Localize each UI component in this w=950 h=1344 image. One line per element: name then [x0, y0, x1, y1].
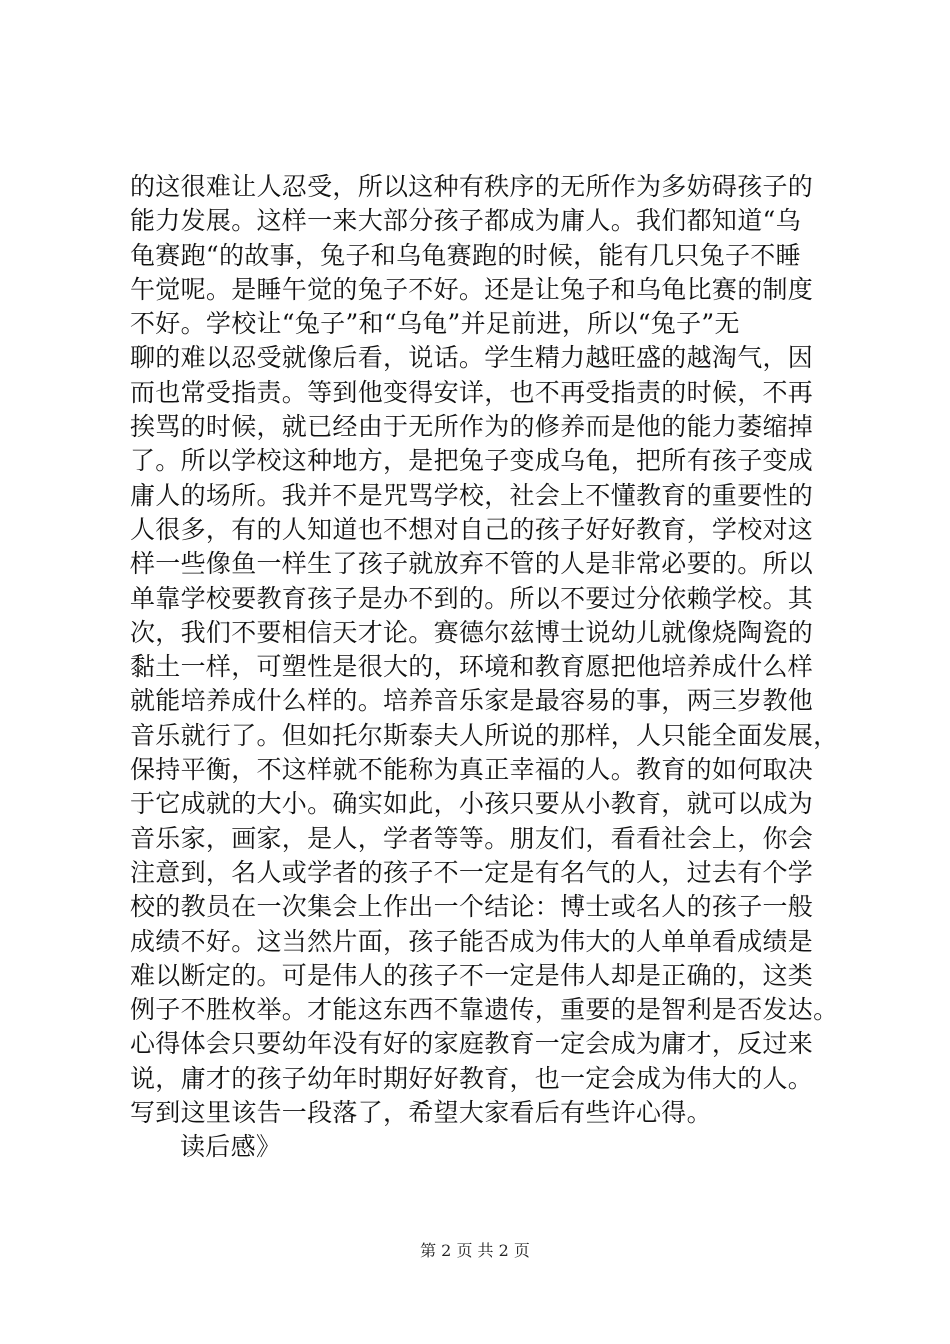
page-footer: [0, 1240, 950, 1262]
text-line: 而也常受指责。等到他变得安详，也不再受指责的时候，不再: [130, 377, 814, 407]
text-line: 人很多，有的人知道也不想对自己的孩子好好教育，学校对这: [130, 514, 814, 544]
text-line: 聊的难以忍受就像后看，说话。学生精力越旺盛的越淘气，因: [130, 343, 814, 373]
text-line: 说，庸才的孩子幼年时期好好教育，也一定会成为伟大的人。: [130, 1063, 814, 1093]
text-line: 能力发展。这样一来大部分孩子都成为庸人。我们都知道“乌: [130, 206, 801, 236]
text-line: 于它成就的大小。确实如此，小孩只要从小教育，就可以成为: [130, 789, 814, 819]
closing-line: 读后感》: [180, 1132, 282, 1162]
text-line: 黏土一样，可塑性是很大的，环境和教育愿把他培养成什么样: [130, 652, 814, 682]
text-line: 保持平衡，不这样就不能称为真正幸福的人。教育的如何取决: [130, 755, 814, 785]
text-line: 写到这里该告一段落了，希望大家看后有些许心得。: [130, 1098, 712, 1128]
text-line: 校的教员在一次集会上作出一个结论：博士或名人的孩子一般: [130, 892, 814, 922]
text-line: 午觉呢。是睡午觉的兔子不好。还是让兔子和乌龟比赛的制度: [130, 274, 814, 304]
text-line: 的这很难让人忍受，所以这种有秩序的无所作为多妨碍孩子的: [130, 172, 814, 201]
text-line: 挨骂的时候，就已经由于无所作为的修养而是他的能力萎缩掉: [130, 412, 814, 442]
text-line: 成绩不好。这当然片面，孩子能否成为伟大的人单单看成绩是: [130, 926, 814, 956]
text-line: 心得体会只要幼年没有好的家庭教育一定会成为庸才，反过来: [130, 1029, 814, 1059]
text-line: 音乐家，画家，是人，学者等等。朋友们，看看社会上，你会: [130, 823, 814, 853]
page-indicator: 第 2 页 共 2 页: [420, 1241, 530, 1260]
text-line: 例子不胜枚举。才能这东西不靠遗传，重要的是智利是否发达。: [130, 995, 839, 1025]
text-line: 龟赛跑“的故事，兔子和乌龟赛跑的时候，能有几只兔子不睡: [130, 240, 801, 270]
text-line: 难以断定的。可是伟人的孩子不一定是伟人却是正确的，这类: [130, 960, 814, 990]
text-line: 注意到，名人或学者的孩子不一定是有名气的人，过去有个学: [130, 857, 814, 887]
text-line: 就能培养成什么样的。培养音乐家是最容易的事，两三岁教他: [130, 686, 814, 716]
text-line: 了。所以学校这种地方，是把兔子变成乌龟，把所有孩子变成: [130, 446, 814, 476]
text-line: 样一些像鱼一样生了孩子就放弃不管的人是非常必要的。所以: [130, 549, 814, 579]
text-line: 庸人的场所。我并不是咒骂学校，社会上不懂教育的重要性的: [130, 480, 814, 510]
text-line: 音乐就行了。但如托尔斯泰夫人所说的那样，人只能全面发展，: [130, 720, 839, 750]
text-line: 次，我们不要相信天才论。赛德尔兹博士说幼儿就像烧陶瓷的: [130, 617, 814, 647]
text-line: 单靠学校要教育孩子是办不到的。所以不要过分依赖学校。其: [130, 583, 814, 613]
body-paragraph: [130, 170, 840, 1165]
text-line: 不好。学校让“兔子”和“乌龟”并足前进，所以“兔子”无: [130, 309, 740, 339]
